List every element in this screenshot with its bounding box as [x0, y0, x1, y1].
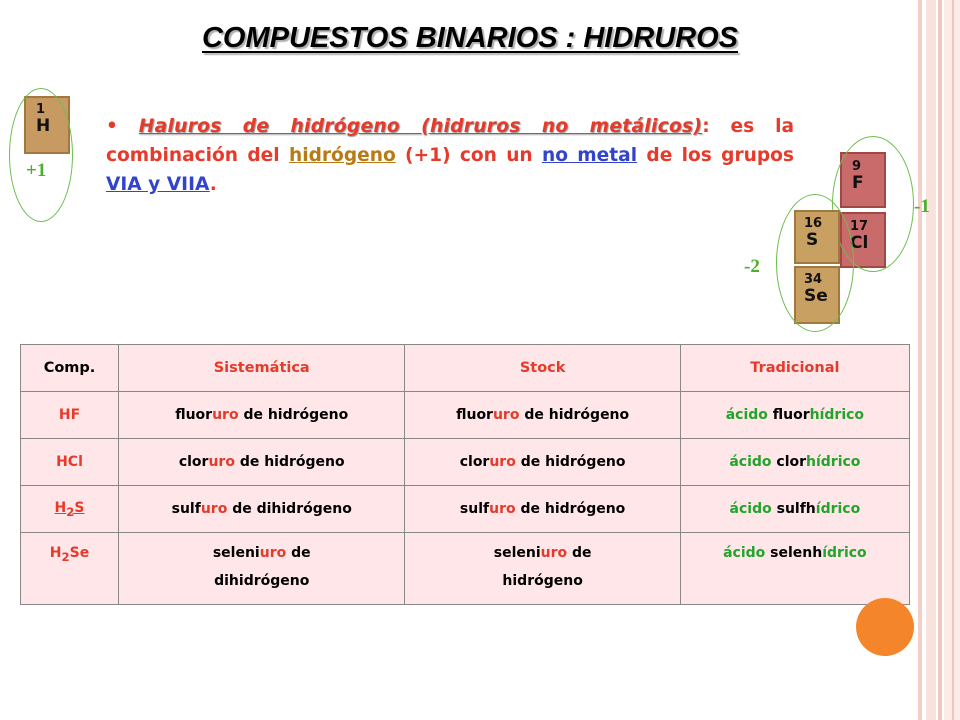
name-rest: de hidrógeno — [515, 501, 626, 517]
edge-stripe — [918, 0, 922, 720]
intro-text: . — [209, 174, 217, 195]
name-suffix: hídrico — [809, 407, 865, 423]
sistematica-cell — [119, 533, 405, 605]
intro-colon: : — [702, 116, 710, 137]
name-root: fluor — [456, 407, 493, 423]
acid-word: ácido — [729, 501, 777, 517]
stock-cell — [405, 392, 680, 439]
stock-cell — [405, 533, 680, 605]
intro-paragraph — [106, 112, 794, 199]
formula-subscript: 2 — [66, 504, 75, 519]
name-rest: de hidrógeno — [234, 454, 345, 470]
intro-text: (+1) con un — [395, 145, 542, 166]
element-number: 1 — [36, 102, 46, 117]
name-line2: hidrógeno — [502, 573, 583, 589]
formula-text: HCl — [56, 454, 83, 470]
decorative-orange-circle — [856, 598, 914, 656]
tradicional-cell — [680, 533, 909, 605]
element-number: 17 — [850, 219, 869, 234]
table-header-row — [21, 345, 910, 392]
name-suffix: ídrico — [815, 501, 861, 517]
link-grupos[interactable]: VIA y VIIA — [106, 174, 210, 195]
name-root: sulf — [459, 501, 490, 517]
edge-stripe — [938, 0, 942, 720]
formula-text: H — [49, 545, 62, 561]
formula-cell — [21, 439, 119, 486]
name-suffix: uro — [540, 545, 568, 561]
formula-cell — [21, 533, 119, 605]
column-header-tradicional: Tradicional — [680, 345, 909, 392]
name-rest: de dihidrógeno — [227, 501, 352, 517]
tradicional-cell — [680, 392, 909, 439]
element-number: 9 — [852, 159, 862, 174]
table-row — [21, 533, 910, 605]
sistematica-cell — [119, 486, 405, 533]
name-root: clor — [178, 454, 209, 470]
name-root: clor — [459, 454, 490, 470]
name-root: clor — [776, 454, 807, 470]
name-root: fluor — [175, 407, 213, 423]
formula-text: Se — [69, 545, 90, 561]
formula-text: S — [74, 499, 85, 516]
element-number: 16 — [804, 216, 823, 231]
formula-text: H — [54, 499, 67, 516]
name-suffix: uro — [200, 501, 228, 517]
formula-text: HF — [58, 407, 81, 423]
name-line2: dihidrógeno — [214, 573, 310, 589]
element-number: 34 — [804, 272, 823, 287]
intro-text: de los grupos — [637, 145, 794, 166]
bullet-icon: • — [106, 116, 118, 137]
stock-cell — [405, 486, 680, 533]
name-rest: de hidrógeno — [519, 407, 630, 423]
oxidation-oval-h — [9, 88, 73, 222]
formula-cell — [21, 392, 119, 439]
oxidation-state-halogens: -1 — [914, 196, 930, 217]
name-suffix: uro — [489, 501, 516, 517]
name-suffix: hídrico — [806, 454, 861, 470]
element-symbol: Cl — [850, 233, 869, 253]
name-suffix: uro — [259, 545, 287, 561]
tradicional-cell — [680, 439, 909, 486]
name-rest: de — [286, 545, 311, 561]
element-symbol: H — [36, 116, 51, 136]
oxidation-oval-chalcogens — [776, 194, 854, 332]
table-row — [21, 486, 910, 533]
name-root: seleni — [212, 545, 260, 561]
acid-word: ácido — [729, 454, 777, 470]
edge-stripe — [952, 0, 954, 720]
name-root: seleni — [493, 545, 541, 561]
sistematica-cell — [119, 439, 405, 486]
intro-text: es la combinación del — [106, 116, 794, 166]
nomenclature-table — [20, 344, 910, 605]
name-suffix: uro — [212, 407, 239, 423]
slide-title: COMPUESTOS BINARIOS : HIDRUROS — [201, 22, 738, 54]
element-symbol: S — [806, 230, 819, 250]
element-symbol: F — [852, 173, 864, 193]
sistematica-cell — [119, 392, 405, 439]
name-suffix: ídrico — [822, 545, 867, 561]
edge-stripe — [926, 0, 936, 720]
tradicional-cell — [680, 486, 909, 533]
name-root: sulf — [171, 501, 201, 517]
formula-cell — [21, 486, 119, 533]
name-root: fluor — [772, 407, 810, 423]
name-rest: de hidrógeno — [238, 407, 349, 423]
term-haluros: Haluros de hidrógeno (hidruros no metálicos) — [138, 116, 703, 137]
name-suffix: uro — [489, 454, 516, 470]
link-no-metal[interactable]: no metal — [541, 145, 638, 166]
acid-word: ácido — [723, 545, 771, 561]
name-root: sulfh — [776, 501, 816, 517]
formula-subscript: 2 — [61, 549, 70, 564]
oxidation-state-h: +1 — [26, 160, 47, 181]
element-symbol: Se — [804, 286, 828, 306]
name-rest: de — [567, 545, 592, 561]
name-suffix: uro — [492, 407, 520, 423]
stock-cell — [405, 439, 680, 486]
oxidation-state-chalcogens: -2 — [744, 256, 760, 277]
name-rest: de hidrógeno — [515, 454, 626, 470]
name-root: selenh — [770, 545, 823, 561]
acid-word: ácido — [725, 407, 773, 423]
table-row — [21, 439, 910, 486]
column-header-stock: Stock — [405, 345, 680, 392]
column-header-comp: Comp. — [21, 345, 119, 392]
column-header-sistematica: Sistemática — [119, 345, 405, 392]
link-hidrogeno[interactable]: hidrógeno — [288, 145, 396, 166]
name-suffix: uro — [208, 454, 235, 470]
table-row — [21, 392, 910, 439]
